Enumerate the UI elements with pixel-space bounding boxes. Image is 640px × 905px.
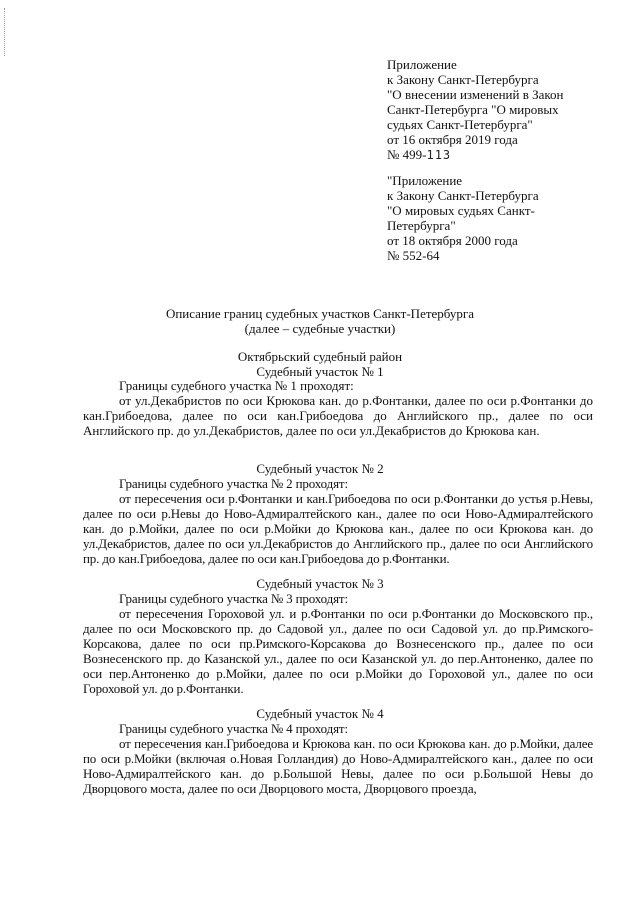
attachment-line: "О мировых судьях Санкт- — [387, 203, 535, 218]
section-heading: Судебный участок № 1 — [256, 364, 384, 379]
section-heading: Судебный участок № 3 — [256, 576, 384, 591]
section-heading: Судебный участок № 4 — [256, 706, 384, 721]
attachment-line: "О внесении изменений в Закон — [387, 87, 564, 102]
attachment-header-amendment — [387, 57, 627, 163]
section-body — [83, 378, 593, 438]
attachment-date: от 16 октября 2019 года — [387, 132, 518, 147]
attachment-line: к Закону Санкт-Петербурга — [387, 72, 539, 87]
document-title: Описание границ судебных участков Санкт-Петербурга — [165, 306, 475, 321]
attachment-line: "Приложение — [387, 173, 463, 188]
attachment-line: судьях Санкт-Петербурга" — [387, 117, 533, 132]
attachment-date: от 18 октября 2000 года — [387, 233, 518, 248]
margin-dots — [4, 8, 9, 56]
attachment-line: Санкт-Петербурга "О мировых — [387, 102, 559, 117]
section-intro: Границы судебного участка № 2 проходят: — [119, 476, 348, 491]
attachment-line: к Закону Санкт-Петербурга — [387, 188, 539, 203]
section-body — [83, 476, 593, 566]
section-text: от пересечения кан.Грибоедова и Крюкова кан. по оси Крюкова кан. до р.Мойки, далее по оси р.Мойки (включая о.Новая Голландия) до Ново-Адмиралтейского кан., далее по оси Ново-Адмиралтейского кан. до р.Большой Невы, далее по оси р.Большой Невы до Дворцового моста, далее по оси Дворцового моста, Дворцового проезда, — [83, 736, 593, 796]
attachment-header-original — [387, 173, 627, 263]
section-body — [83, 721, 593, 796]
attachment-line: Приложение — [387, 57, 457, 72]
district-heading: Октябрьский судебный район — [237, 349, 403, 364]
section-text: от пересечения Гороховой ул. и р.Фонтанки по оси р.Фонтанки до Московского пр., далее по оси Московского пр. до Садовой ул., далее по оси Садовой ул. до пр.Римского-Корсакова, далее по оси пр.Римского-Корсакова до Вознесенского пр., далее по оси Вознесенского пр. до Казанской ул., далее по оси Казанской ул. до пер.Антоненко, далее по оси пер.Антоненко до р.Мойки, далее по оси р.Мойки до Гороховой ул., далее по оси Гороховой ул. до р.Фонтанки. — [83, 606, 593, 696]
attachment-number: № 552-64 — [387, 248, 440, 263]
section-heading: Судебный участок № 2 — [256, 461, 384, 476]
section-text: от ул.Декабристов по оси Крюкова кан. до р.Фонтанки, далее по оси р.Фонтанки до кан.Грибоедова, далее по оси кан.Грибоедова до Английского пр., далее по оси Английского пр. до ул.Декабристов, далее по оси ул.Декабристов до Крюкова кан. — [83, 393, 593, 438]
section-body — [83, 591, 593, 696]
document-subtitle: (далее – судебные участки) — [244, 321, 396, 336]
section-text: от пересечения оси р.Фонтанки и кан.Грибоедова по оси р.Фонтанки до устья р.Невы, далее по оси р.Невы до Ново-Адмиралтейского кан., далее по оси Ново-Адмиралтейского кан. до р.Мойки, далее по оси р.Мойки до Крюкова кан., далее по оси Крюкова кан. до ул.Декабристов, далее по оси ул.Декабристов до Английского пр., далее по оси Английского пр. до кан.Грибоедова, далее по оси кан.Грибоедова до р.Фонтанки. — [83, 491, 593, 566]
section-intro: Границы судебного участка № 1 проходят: — [119, 378, 354, 393]
attachment-line: Петербурга" — [387, 218, 456, 233]
attachment-number — [387, 147, 627, 163]
attachment-number-prefix: № 499- — [387, 147, 427, 162]
section-intro: Границы судебного участка № 4 проходят: — [119, 721, 348, 736]
section-intro: Границы судебного участка № 3 проходят: — [119, 591, 348, 606]
handwritten-number: 113 — [426, 148, 452, 162]
